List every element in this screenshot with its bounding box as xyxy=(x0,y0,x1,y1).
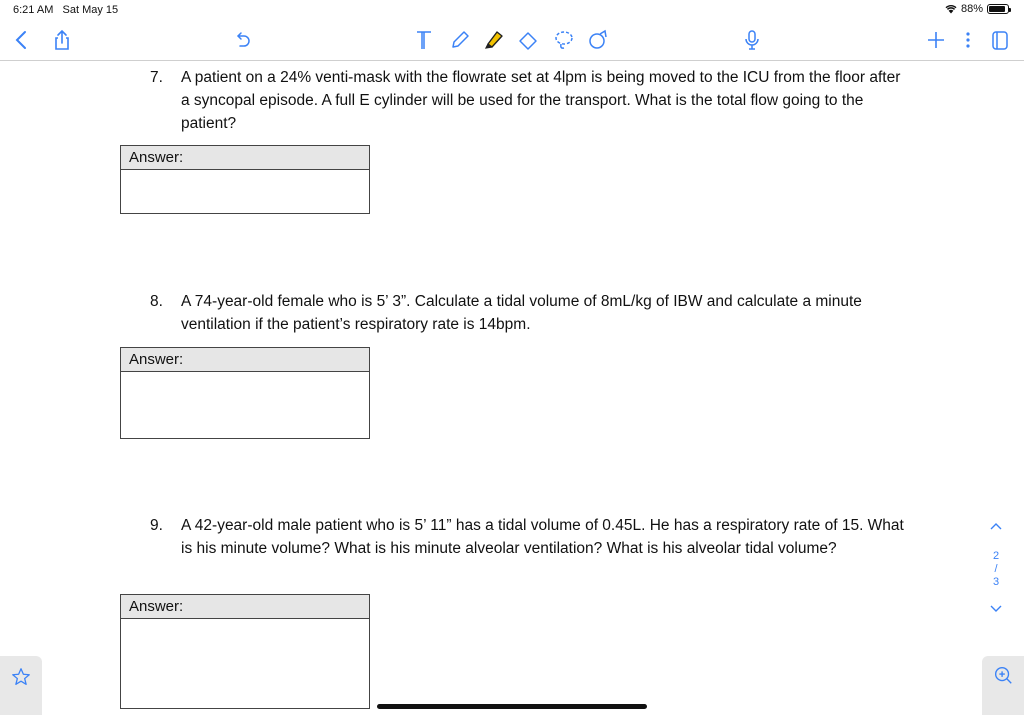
microphone-icon[interactable] xyxy=(738,26,766,54)
lasso-icon[interactable] xyxy=(550,26,578,54)
more-icon[interactable] xyxy=(954,26,982,54)
answer-label: Answer: xyxy=(121,595,369,619)
answer-box-7[interactable] xyxy=(120,145,370,214)
home-indicator[interactable] xyxy=(377,704,647,709)
question-8 xyxy=(150,290,910,336)
highlighter-icon[interactable] xyxy=(480,26,508,54)
question-text: A 74-year-old female who is 5’ 3”. Calculate a tidal volume of 8mL/kg of IBW and calculate a minute ventilation if the patient’s respiratory rate is 14bpm. xyxy=(181,293,862,333)
share-icon[interactable] xyxy=(48,26,76,54)
answer-box-8[interactable] xyxy=(120,347,370,439)
star-icon xyxy=(10,666,32,688)
add-icon[interactable] xyxy=(922,26,950,54)
status-bar xyxy=(0,0,1024,20)
question-9 xyxy=(150,514,910,560)
chevron-up-icon[interactable] xyxy=(989,520,1003,534)
document-page[interactable] xyxy=(0,61,1024,715)
answer-label: Answer: xyxy=(121,348,369,372)
status-time: 6:21 AM xyxy=(13,4,54,16)
zoom-button[interactable] xyxy=(982,656,1024,715)
wifi-icon xyxy=(945,4,957,14)
question-number: 9. xyxy=(150,517,163,534)
current-page: 2 xyxy=(992,550,1000,562)
zoom-in-icon xyxy=(992,664,1014,686)
eraser-icon[interactable] xyxy=(514,26,542,54)
page-view-icon[interactable] xyxy=(986,26,1014,54)
battery-fill xyxy=(989,6,1005,12)
text-tool-icon[interactable] xyxy=(410,26,438,54)
status-right xyxy=(945,3,1009,15)
question-number: 7. xyxy=(150,69,163,86)
question-text: A 42-year-old male patient who is 5’ 11” has a tidal volume of 0.45L. He has a respiratory rate of 15. What is his minute volume? What is his minute alveolar ventilation? What is his alveolar tidal volume? xyxy=(181,517,904,557)
question-number: 8. xyxy=(150,293,163,310)
favorite-button[interactable] xyxy=(0,656,42,715)
back-chevron-icon[interactable] xyxy=(8,26,36,54)
question-text: A patient on a 24% venti-mask with the flowrate set at 4lpm is being moved to the ICU from the floor after a syncopal episode. A full E cylinder will be used for the transport. What is the total flow going to the patient? xyxy=(181,69,901,132)
total-pages: 3 xyxy=(992,576,1000,588)
undo-icon[interactable] xyxy=(228,26,256,54)
page-navigator xyxy=(986,520,1006,615)
page-separator: / xyxy=(994,563,998,575)
question-7 xyxy=(150,66,910,135)
shapes-icon[interactable] xyxy=(584,26,612,54)
status-time-date xyxy=(13,4,118,16)
status-date: Sat May 15 xyxy=(62,4,119,16)
chevron-down-icon[interactable] xyxy=(989,601,1003,615)
toolbar xyxy=(0,20,1024,61)
battery-icon xyxy=(987,4,1009,14)
answer-box-9[interactable] xyxy=(120,594,370,709)
answer-label: Answer: xyxy=(121,146,369,170)
battery-percent: 88% xyxy=(960,3,983,15)
pen-icon[interactable] xyxy=(446,26,474,54)
